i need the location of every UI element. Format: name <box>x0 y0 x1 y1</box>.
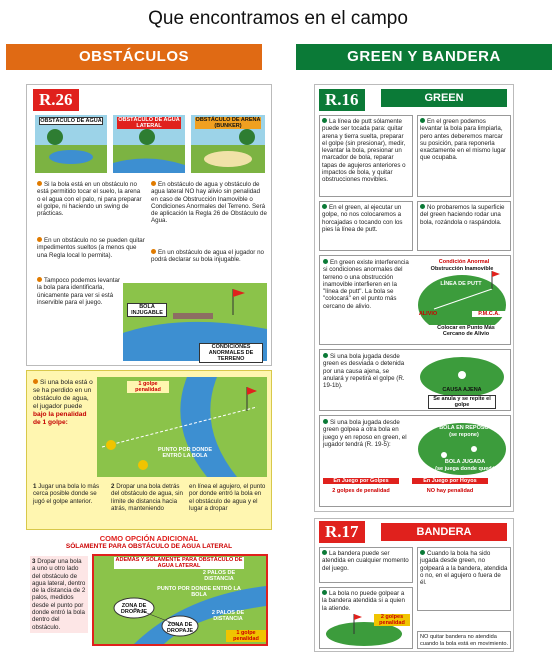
green-rule-5-box <box>319 255 511 345</box>
bullet-icon <box>420 118 425 123</box>
interference-label-6: Colocar en Punto Más Cercano de Alivio <box>428 325 504 337</box>
lateral-penalty-tag: 1 golpe penalidad <box>226 630 266 642</box>
bullet-icon <box>37 181 42 186</box>
lost-ball-diagram <box>97 377 267 477</box>
additional-option-subtitle: SÓLAMENTE PARA OBSTÁCULO DE AGUA LATERAL <box>65 543 233 550</box>
bullet-icon <box>323 353 328 358</box>
lateral-label-1: 2 PALOS DE DISTANCIA <box>202 570 236 582</box>
green-rule-4: No probaremos la superficie del green haciendo rodar una bola, rozándola o raspándola. <box>417 201 511 251</box>
option-2-continued: en línea el agujero, el punto por donde entró la bola en el obstáculo de agua y el lugar a dropar <box>189 483 266 512</box>
green-rule-7-box <box>319 415 511 507</box>
flag-rule-4: NO quitar bandera no atendida cuando la bola está en movimiento. <box>417 631 511 649</box>
page-title: Que encontramos en el campo <box>148 8 408 29</box>
bullet-icon <box>151 181 156 186</box>
rule-26-panel <box>26 84 272 366</box>
obstacles-banner <box>6 44 262 70</box>
stroke-play-label: En Juego por Golpes <box>323 478 399 484</box>
lateral-header: ADEMÁS Y SÓLAMENTE PARA OBSTÁCULO DE AGUA LATERAL <box>115 557 243 569</box>
match-play-label: En Juego por Hoyos <box>412 478 488 484</box>
green-rule-2: En el green podemos levantar la bola para limpiarla, pero antes deberemos marcar su posición, para reponerla exactamente en el mismo lugar que ocupaba. <box>417 115 511 197</box>
ball-at-rest-label: BOLA EN REPOSO <box>439 425 489 431</box>
lateral-label-3: PUNTO POR DONDE ENTRÓ LA BOLA <box>157 586 241 598</box>
bullet-icon <box>322 204 327 209</box>
lateral-label-4: ZONA DE DROPAJE <box>166 622 194 634</box>
outside-agency-diagram <box>414 353 509 409</box>
rule-26-badge: R.26 <box>33 89 79 111</box>
lateral-label-5: 2 PALOS DE DISTANCIA <box>211 610 245 622</box>
flag-bar: BANDERA <box>381 523 507 541</box>
bullet-icon <box>33 379 38 384</box>
flag-rule-3: La bola no puede golpear a la bandera atendida si a quien la atiende. <box>322 590 405 612</box>
rule-17-panel <box>314 518 514 652</box>
rule-16-badge: R.16 <box>319 89 365 111</box>
hazard-rule-2: En un obstáculo no se pueden quitar impedimentos sueltos (a menos que una Regla local lo permita). <box>37 237 145 259</box>
hazard-rule-3: Tampoco podemos levantar la bola para identificarla, únicamente para ver si está inservible para el juego. <box>37 277 121 306</box>
penalty-tag: 1 golpe penalidad <box>127 381 169 393</box>
lost-ball-map <box>97 377 267 477</box>
bullet-icon <box>322 118 327 123</box>
interference-label-1: Condición Anormal <box>438 259 490 265</box>
rule-16-panel <box>314 84 514 512</box>
green-rule-5: En green existe interferencia si condiciones anormales del terreno o una obstrucción inamovible interfieren en la "línea de putt". La bola se "colocará" en el punto más cercano de alivio. <box>323 259 409 310</box>
bullet-icon <box>37 237 42 242</box>
lost-ball-panel <box>26 370 272 530</box>
green-banner <box>296 44 552 70</box>
bullet-icon <box>322 590 327 595</box>
interference-label-2: Obstrucción Inamovible <box>430 266 494 272</box>
bullet-icon <box>37 277 42 282</box>
bullet-icon <box>420 204 425 209</box>
ball-at-rest-sub: (se repone) <box>449 432 479 438</box>
hazard-scenes <box>35 115 265 173</box>
rule-17-badge: R.17 <box>319 521 365 543</box>
green-bar: GREEN <box>381 89 507 107</box>
green-rule-6: Si una bola jugada desde green es desviada o detenida por una causa ajena, se anulará y repetirá el golpe (R. 19-1b). <box>323 353 405 390</box>
additional-option-panel <box>26 534 272 648</box>
ball-at-rest-diagram <box>414 419 509 477</box>
bullet-icon <box>323 419 328 424</box>
drop-illustration <box>123 283 267 361</box>
outside-agency-label: CAUSA AJENA <box>442 387 482 393</box>
hazard-rule-1: Si la bola está en un obstáculo no está permitido tocar el suelo, la arena o el agua con el palo, ni para preparar el golpe, ni haciendo un swing de prácticas. <box>37 181 142 218</box>
flag-rule-3-box <box>319 587 413 649</box>
green-rule-3: En el green, al ejecutar un golpe, no nos colocaremos a horcajadas o tocando con los pies la línea de putt. <box>319 201 413 251</box>
obstacles-banner-label: OBSTÁCULOS <box>79 48 189 65</box>
interference-label-4: P.M.C.A. <box>472 311 506 317</box>
outside-agency-result: Se anula y se repite el golpe <box>428 395 496 409</box>
hazard-rule-5: En un obstáculo de agua el jugador no podrá declarar su bola injugable. <box>151 249 264 264</box>
lateral-diagram <box>92 554 268 646</box>
flag-rule-2: Cuando la bola ha sido jugada desde green, no golpeará a la bandera, atendida o no, en el agujero o fuera de él. <box>417 547 511 611</box>
interference-diagram <box>414 259 509 343</box>
bullet-icon <box>151 249 156 254</box>
green-rule-6-box <box>319 349 511 411</box>
interference-label-3: LÍNEA DE PUTT <box>440 281 482 287</box>
stroke-play-penalty: 2 golpes de penalidad <box>332 488 390 494</box>
lateral-label-2: ZONA DE DROPAJE <box>120 603 148 615</box>
entry-point-label: PUNTO POR DONDE ENTRÓ LA BOLA <box>158 447 212 459</box>
green-rule-1: La línea de putt sólamente puede ser tocada para: quitar arena y tierra suelta, preparar el golpe (sin presionar), medir, levantar la bola, presionar un marcador de bola, reparar tapas de agujeros anteriores o impactos de bola, y quitar obstrucciones movibles. <box>319 115 413 197</box>
bullet-icon <box>420 550 425 555</box>
abnormal-ground-label: CONDICIONES ANORMALES DE TERRENO <box>199 343 263 363</box>
option-1: 1 Jugar una bola lo más cerca posible donde se jugó el golpe anterior. <box>33 483 100 505</box>
water-hazard-label: OBSTÁCULO DE AGUA <box>40 118 102 124</box>
green-rule-7: Si una bola jugada desde green golpea a otra bola en juego y en reposo en green, el jugador tendrá (R. 19-5): <box>323 419 407 448</box>
interference-label-5: ALIVIO <box>418 311 438 317</box>
flag-rule-1: La bandera puede ser atendida en cualquier momento del juego. <box>319 547 413 583</box>
option-2: 2 Dropar una bola detrás del obstáculo de agua, sin límite de distancia hacia atrás, manteniendo <box>111 483 183 512</box>
match-play-penalty: NO hay penalidad <box>426 488 474 494</box>
flag-penalty-tag: 2 golpes penalidad <box>374 614 410 626</box>
green-banner-label: GREEN Y BANDERA <box>347 48 501 65</box>
lost-ball-text: Si una bola está o se ha perdido en un obstáculo de agua, el jugador puede bajo la penalidad de 1 golpe: <box>33 379 93 426</box>
option-3: 3 Dropar una bola a uno u otro lado del obstáculo de agua lateral, dentro de la distancia de 2 palos, medidos desde el punto por donde entró la bola dentro del obstáculo. <box>30 556 88 633</box>
additional-option-title: COMO OPCIÓN ADICIONAL <box>99 534 199 543</box>
ball-played-label: BOLA JUGADA <box>444 459 486 465</box>
bullet-icon <box>323 259 328 264</box>
bullet-icon <box>322 550 327 555</box>
lateral-water-hazard-label: OBSTÁCULO DE AGUA LATERAL <box>118 117 180 129</box>
ball-played-sub: (se juega donde quedó) <box>435 466 497 472</box>
bunker-label: OBSTÁCULO DE ARENA (BUNKER) <box>195 117 261 129</box>
unplayable-ball-label: BOLA INJUGABLE <box>127 303 167 317</box>
hazard-rule-4: En obstáculo de agua y obstáculo de agua lateral NO hay alivio sin penalidad en caso de Obstrucción Inamovible o Condiciones Anormales del Terreno. Será de aplicación la Regla 26 de Obstáculo de Agua. <box>151 181 267 225</box>
